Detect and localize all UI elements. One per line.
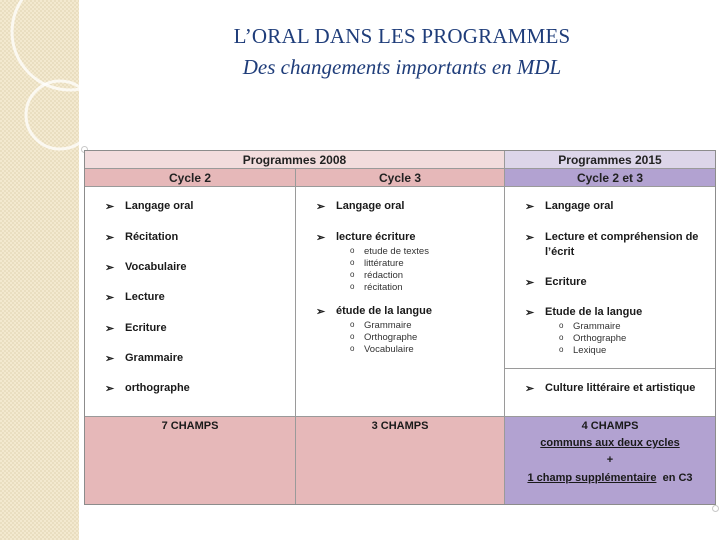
arrow-bullet-icon: ➢	[105, 353, 115, 365]
arrow-bullet-icon: ➢	[525, 383, 535, 395]
footer-cycle-3	[296, 417, 505, 504]
title-subtitle: Des changements importants en MDL	[242, 55, 562, 79]
header-label: Cycle 2	[168, 171, 212, 185]
header-label: Cycle 2 et 3	[576, 171, 644, 185]
item-label: Grammaire	[125, 352, 184, 364]
champs-supplement-cycle: en C3	[662, 472, 693, 484]
programmes-table	[84, 150, 716, 505]
champs-supplement-label: 1 champ supplémentaire	[527, 472, 657, 484]
champs-note: communs aux deux cycles	[540, 437, 680, 449]
champs-count: 4 CHAMPS	[581, 420, 639, 432]
plus-sign: +	[606, 454, 614, 466]
item-label: Etude de la langue	[545, 306, 643, 318]
item-label: Langage oral	[125, 200, 194, 212]
arrow-bullet-icon: ➢	[105, 262, 115, 274]
sub-item-label: Lexique	[573, 345, 607, 356]
circle-bullet-icon: o	[350, 344, 355, 353]
circle-bullet-icon: o	[350, 246, 355, 255]
item-label: Récitation	[125, 231, 179, 243]
arrow-bullet-icon: ➢	[525, 232, 535, 244]
header-label: Cycle 3	[378, 171, 422, 185]
arrow-bullet-icon: ➢	[105, 383, 115, 395]
item-label: Langage oral	[336, 200, 405, 212]
header-label: Programmes 2015	[558, 153, 662, 167]
header-cycle-3	[296, 169, 505, 187]
item-label: Lecture	[125, 291, 165, 303]
sub-item-label: rédaction	[364, 270, 404, 281]
circle-bullet-icon: o	[559, 345, 564, 354]
sub-item-label: etude de textes	[364, 246, 429, 257]
arrow-bullet-icon: ➢	[105, 232, 115, 244]
decorative-side-strip	[0, 0, 79, 540]
champs-supplement	[505, 472, 715, 484]
header-label: Programmes 2008	[242, 153, 347, 167]
circle-bullet-icon: o	[559, 321, 564, 330]
sub-item-label: Grammaire	[573, 321, 621, 332]
header-programmes-2008	[85, 151, 505, 169]
header-cycle-2	[85, 169, 296, 187]
content-cycle-2	[85, 187, 296, 417]
decorative-circles	[0, 0, 79, 540]
item-label: Vocabulaire	[125, 261, 187, 273]
circle-bullet-icon: o	[350, 258, 355, 267]
header-programmes-2015	[505, 151, 715, 169]
arrow-bullet-icon: ➢	[525, 201, 535, 213]
title-main: L’ORAL DANS LES PROGRAMMES	[233, 24, 571, 48]
arrow-bullet-icon: ➢	[105, 292, 115, 304]
sub-item-label: Vocabulaire	[364, 344, 414, 355]
footer-cycle-2-et-3	[505, 417, 715, 504]
sub-item-label: Grammaire	[364, 320, 412, 331]
sub-item-label: récitation	[364, 282, 403, 293]
arrow-bullet-icon: ➢	[105, 323, 115, 335]
arrow-bullet-icon: ➢	[525, 277, 535, 289]
corner-dot	[712, 505, 719, 512]
circle-bullet-icon: o	[350, 332, 355, 341]
sub-item-label: littérature	[364, 258, 404, 269]
sub-item-label: Orthographe	[573, 333, 627, 344]
item-label: Langage oral	[545, 200, 614, 212]
circle-bullet-icon: o	[350, 270, 355, 279]
header-cycle-2-et-3	[505, 169, 715, 187]
arrow-bullet-icon: ➢	[316, 232, 326, 244]
arrow-bullet-icon: ➢	[105, 201, 115, 213]
content-cycle-3	[296, 187, 505, 417]
sub-item-label: Orthographe	[364, 332, 418, 343]
arrow-bullet-icon: ➢	[525, 307, 535, 319]
item-label: Culture littéraire et artistique	[545, 382, 696, 394]
content-cycle-3-extra	[505, 369, 715, 417]
champs-count: 3 CHAMPS	[371, 420, 429, 432]
item-label: Ecriture	[545, 276, 587, 288]
arrow-bullet-icon: ➢	[316, 201, 326, 213]
circle-bullet-icon: o	[350, 282, 355, 291]
circle-bullet-icon: o	[559, 333, 564, 342]
champs-count: 7 CHAMPS	[161, 420, 219, 432]
item-label-continuation: l’écrit	[545, 246, 575, 258]
content-cycle-2-et-3	[505, 187, 715, 369]
circle-bullet-icon: o	[350, 320, 355, 329]
item-label: étude de la langue	[336, 305, 432, 317]
item-label: Lecture et compréhension de	[545, 231, 699, 243]
footer-cycle-2	[85, 417, 296, 504]
arrow-bullet-icon: ➢	[316, 306, 326, 318]
item-label: orthographe	[125, 382, 190, 394]
item-label: Ecriture	[125, 322, 167, 334]
item-label: lecture écriture	[336, 231, 416, 243]
